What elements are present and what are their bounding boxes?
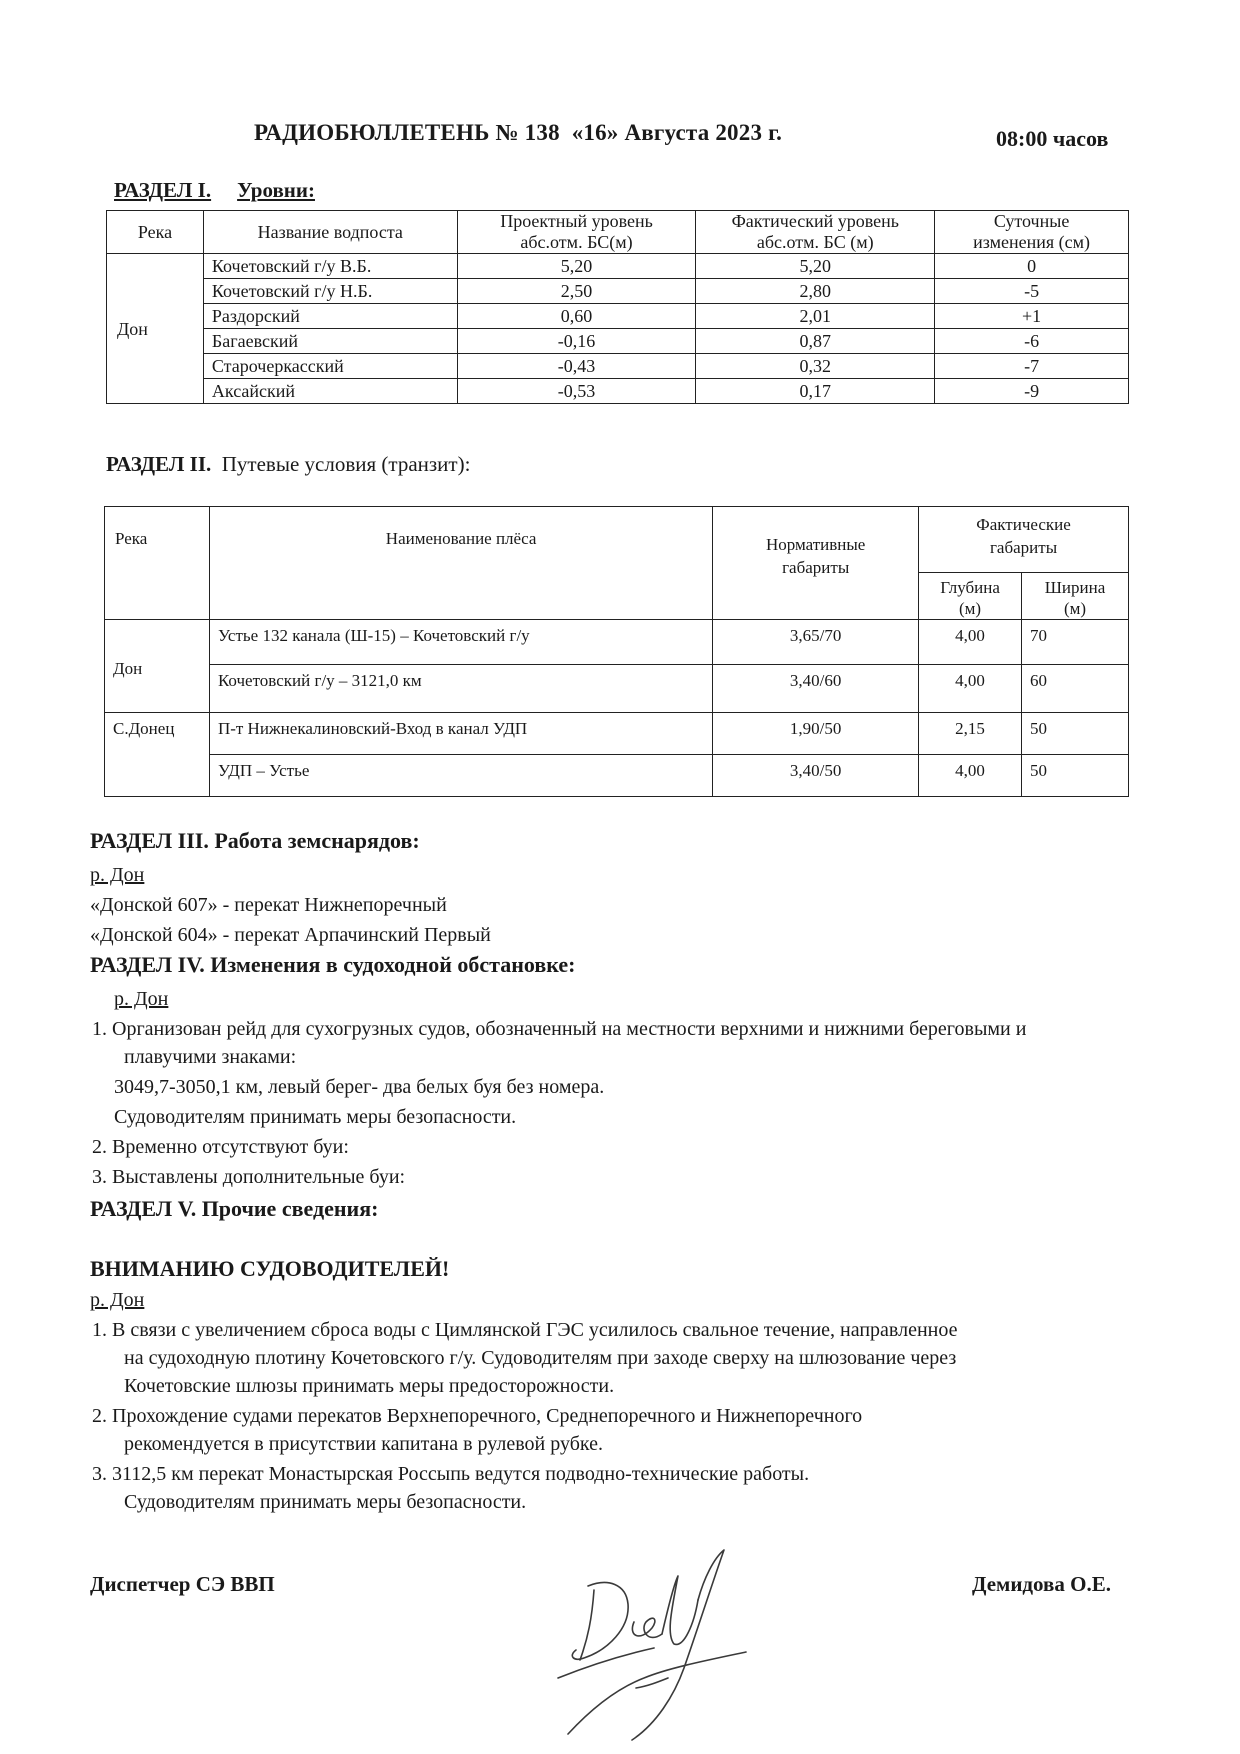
col-depth: Глубина (м) bbox=[919, 573, 1022, 620]
section-5-title: РАЗДЕЛ V. Прочие сведения: bbox=[90, 1196, 379, 1221]
list-item: плавучими знаками: bbox=[124, 1046, 297, 1068]
list-item: 2. Прохождение судами перекатов Верхнепоречного, Среднепоречного и Нижнепоречного bbox=[92, 1405, 863, 1427]
col-actual: Фактический уровень абс.отм. БС (м) bbox=[696, 211, 935, 254]
list-item: 1. В связи с увеличением сброса воды с Цимлянской ГЭС усилилось свальное течение, направленное bbox=[92, 1319, 958, 1341]
list-item: рекомендуется в присутствии капитана в рулевой рубке. bbox=[124, 1433, 603, 1455]
table-row: Старочеркасский -0,43 0,32 -7 bbox=[107, 354, 1129, 379]
table-row: С.Донец П-т Нижнекалиновский-Вход в канал УДП 1,90/50 2,15 50 bbox=[105, 713, 1129, 755]
list-item: Кочетовские шлюзы принимать меры предосторожности. bbox=[124, 1375, 615, 1397]
river-cell: С.Донец bbox=[105, 713, 210, 797]
section-4-river: р. Дон bbox=[114, 988, 169, 1010]
list-item: Судоводителям принимать меры безопасности. bbox=[114, 1106, 517, 1128]
dispatcher-position: Диспетчер СЭ ВВП bbox=[90, 1572, 275, 1596]
list-item: 3. Выставлены дополнительные буи: bbox=[92, 1166, 406, 1188]
levels-table bbox=[106, 210, 1129, 404]
bulletin-title bbox=[254, 120, 782, 146]
list-item: на судоходную плотину Кочетовского г/у. Судоводителям при заходе сверху на шлюзование через bbox=[124, 1347, 957, 1369]
section-1-title: РАЗДЕЛ I. Уровни: bbox=[114, 178, 315, 202]
table-header-row bbox=[107, 211, 1129, 254]
table-row: УДП – Устье 3,40/50 4,00 50 bbox=[105, 755, 1129, 797]
table-row: Дон Устье 132 канала (Ш-15) – Кочетовский г/у 3,65/70 4,00 70 bbox=[105, 620, 1129, 665]
list-item: Судоводителям принимать меры безопасности. bbox=[124, 1491, 527, 1513]
list-item: «Донской 607» - перекат Нижнепоречный bbox=[90, 894, 447, 916]
section-2-title: РАЗДЕЛ II. Путевые условия (транзит): bbox=[106, 452, 471, 476]
list-item: 3049,7-3050,1 км, левый берег- два белых буя без номера. bbox=[114, 1076, 605, 1098]
list-item: «Донской 604» - перекат Арпачинский Первый bbox=[90, 924, 491, 946]
col-post: Название водпоста bbox=[203, 211, 457, 254]
col-actual-dims: Фактические габариты bbox=[919, 507, 1129, 573]
table-row: Раздорский 0,60 2,01 +1 bbox=[107, 304, 1129, 329]
attention-title: ВНИМАНИЮ СУДОВОДИТЕЛЕЙ! bbox=[90, 1256, 450, 1281]
col-reach: Наименование плёса bbox=[209, 507, 712, 620]
list-item: 3. 3112,5 км перекат Монастырская Россыпь ведутся подводно-технические работы. bbox=[92, 1463, 810, 1485]
route-conditions-table bbox=[104, 506, 1129, 797]
col-normative: Нормативные габариты bbox=[713, 507, 919, 620]
bulletin-date: «16» Августа 2023 г. bbox=[571, 120, 783, 145]
table-row: Кочетовский г/у Н.Б. 2,50 2,80 -5 bbox=[107, 279, 1129, 304]
table-row: Кочетовский г/у – 3121,0 км 3,40/60 4,00 60 bbox=[105, 665, 1129, 713]
section-4-title: РАЗДЕЛ IV. Изменения в судоходной обстановке: bbox=[90, 952, 576, 977]
col-design: Проектный уровень абс.отм. БС(м) bbox=[457, 211, 696, 254]
table-row: Багаевский -0,16 0,87 -6 bbox=[107, 329, 1129, 354]
section-3-river: р. Дон bbox=[90, 864, 145, 886]
list-item: 2. Временно отсутствуют буи: bbox=[92, 1136, 349, 1158]
bulletin-number: РАДИОБЮЛЛЕТЕНЬ № 138 bbox=[254, 120, 560, 145]
section-3-title: РАЗДЕЛ III. Работа земснарядов: bbox=[90, 828, 420, 853]
signature-image bbox=[548, 1538, 768, 1748]
table-row: Аксайский -0,53 0,17 -9 bbox=[107, 379, 1129, 404]
table-header-row bbox=[105, 507, 1129, 573]
col-river: Река bbox=[105, 507, 210, 620]
col-daily: Суточные изменения (см) bbox=[935, 211, 1129, 254]
river-cell: Дон bbox=[107, 254, 204, 404]
bulletin-time: 08:00 часов bbox=[996, 126, 1109, 151]
table-row: Дон Кочетовский г/у В.Б. 5,20 5,20 0 bbox=[107, 254, 1129, 279]
dispatcher-name: Демидова О.Е. bbox=[972, 1572, 1111, 1596]
col-river: Река bbox=[107, 211, 204, 254]
list-item: 1. Организован рейд для сухогрузных судов, обозначенный на местности верхними и нижними береговыми и bbox=[92, 1018, 1027, 1040]
river-cell: Дон bbox=[105, 620, 210, 713]
col-width: Ширина (м) bbox=[1022, 573, 1129, 620]
attention-river: р. Дон bbox=[90, 1289, 145, 1311]
